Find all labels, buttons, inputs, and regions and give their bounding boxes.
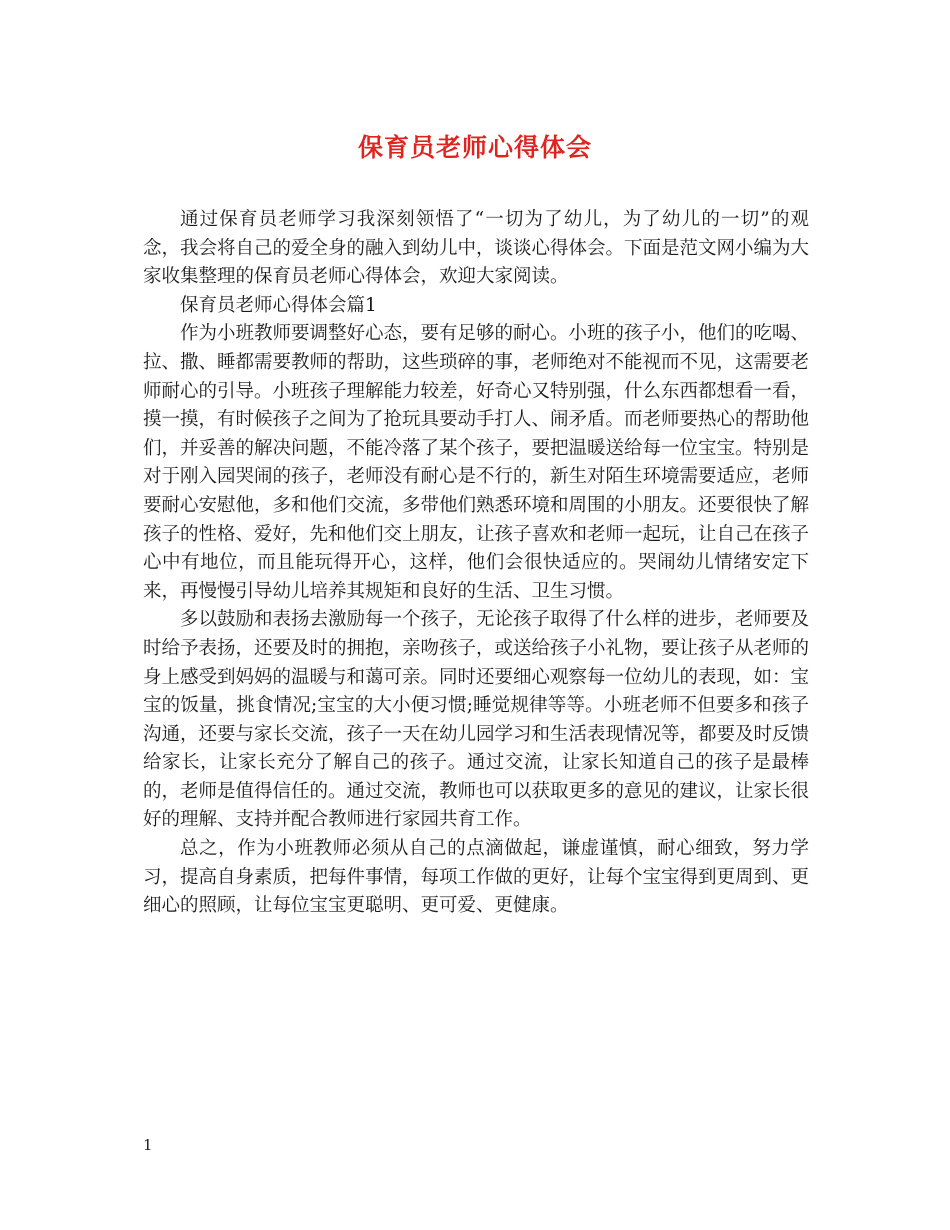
page-number: 1 bbox=[143, 1136, 153, 1154]
document-title: 保育员老师心得体会 bbox=[357, 133, 592, 162]
section-heading: 保育员老师心得体会篇1 bbox=[180, 294, 377, 316]
body-paragraph: 作为小班教师要调整好心态，要有足够的耐心。小班的孩子小，他们的吃喝、拉、撒、睡都需要教师的帮助，这些琐碎的事，老师绝对不能视而不见，这需要老师耐心的引导。小班孩子理解能力较差，好奇心又特别强，什么东西都想看一看，摸一摸，有时候孩子之间为了抢玩具要动手打人、闹矛盾。而老师要热心的帮助他们，并妥善的解决问题，不能冷落了某个孩子，要把温暖送给每一位宝宝。特别是对于刚入园哭闹的孩子，老师没有耐心是不行的，新生对陌生环境需要适应，老师要耐心安慰他，多和他们交流，多带他们熟悉环境和周围的小朋友。还要很快了解孩子的性格、爱好，先和他们交上朋友，让孩子喜欢和老师一起玩，让自己在孩子心中有地位，而且能玩得开心，这样，他们会很快适应的。哭闹幼儿情绪安定下来，再慢慢引导幼儿培养其规矩和良好的生活、卫生习惯。 bbox=[143, 323, 810, 602]
document-body bbox=[143, 206, 809, 921]
intro-paragraph: 通过保育员老师学习我深刻领悟了“一切为了幼儿，为了幼儿的一切”的观念，我会将自己的爱全身的融入到幼儿中，谈谈心得体会。下面是范文网小编为大家收集整理的保育员老师心得体会，欢迎大家阅读。 bbox=[143, 209, 810, 288]
body-paragraph: 总之，作为小班教师必须从自己的点滴做起，谦虚谨慎，耐心细致，努力学习，提高自身素质，把每件事情，每项工作做的更好，让每个宝宝得到更周到、更细心的照顾，让每位宝宝更聪明、更可爱、更健康。 bbox=[143, 838, 810, 917]
body-paragraph: 多以鼓励和表扬去激励每一个孩子，无论孩子取得了什么样的进步，老师要及时给予表扬，还要及时的拥抱，亲吻孩子，或送给孩子小礼物，要让孩子从老师的身上感受到妈妈的温暖与和蔼可亲。同时还要细心观察每一位幼儿的表现，如：宝宝的饭量，挑食情况;宝宝的大小便习惯;睡觉规律等等。小班老师不但要多和孩子沟通，还要与家长交流，孩子一天在幼儿园学习和生活表现情况等，都要及时反馈给家长，让家长充分了解自己的孩子。通过交流，让家长知道自己的孩子是最棒的，老师是值得信任的。通过交流，教师也可以获取更多的意见的建议，让家长很好的理解、支持并配合教师进行家园共育工作。 bbox=[143, 609, 810, 831]
